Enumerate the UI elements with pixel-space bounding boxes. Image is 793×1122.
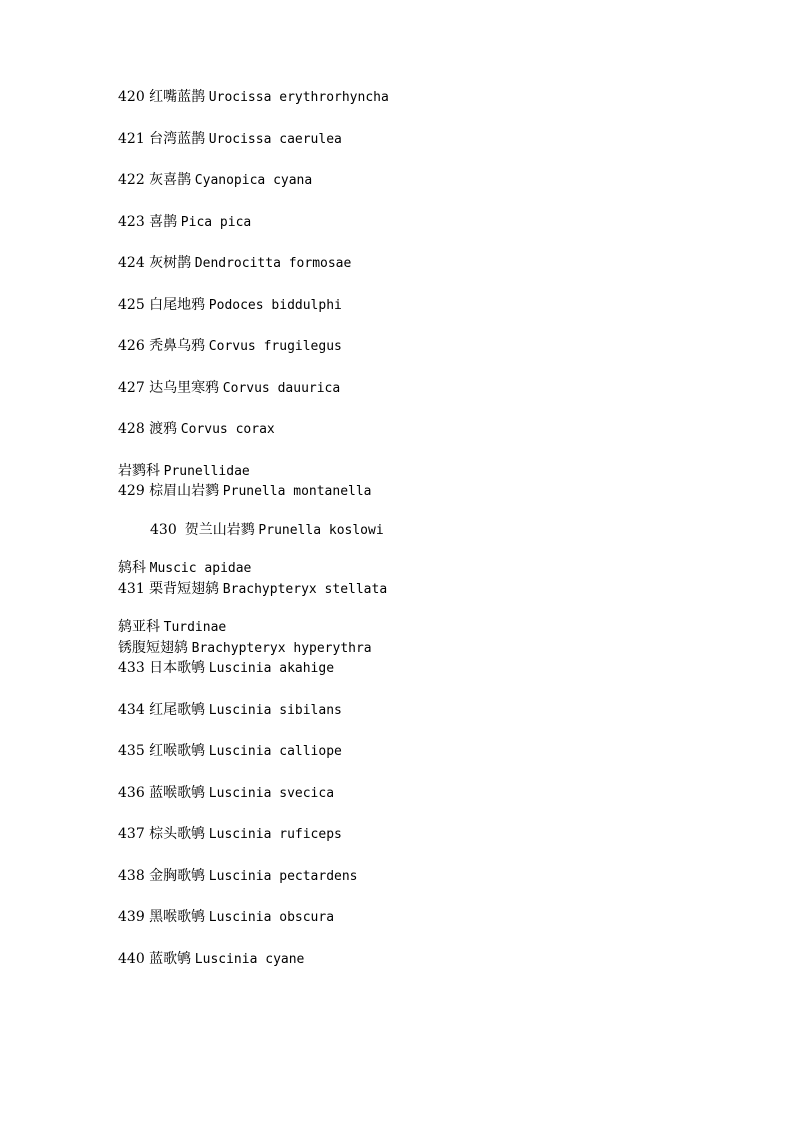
entry-latin-name: Pica pica bbox=[180, 214, 252, 230]
entry-latin-name: Luscinia pectardens bbox=[208, 868, 358, 884]
entry-chinese-name: 达乌里寒鸦 bbox=[149, 379, 220, 396]
entry-latin-name: Cyanopica cyana bbox=[194, 173, 313, 188]
entry-number: 433 bbox=[118, 660, 150, 676]
entry-number: 431 bbox=[118, 580, 150, 597]
entry-number: 438 bbox=[118, 867, 150, 884]
entry-chinese-name: 锈腹短翅鸫 bbox=[118, 639, 188, 656]
family-chinese-name: 岩鹨科 bbox=[118, 462, 160, 479]
family-latin-name: Muscic apidae bbox=[149, 561, 252, 576]
entry-chinese-name: 日本歌鸲 bbox=[149, 660, 206, 676]
entry-chinese-name: 栗背短翅鸫 bbox=[149, 580, 220, 597]
entry-chinese-name: 白尾地鸦 bbox=[149, 296, 206, 313]
entry-latin-name: Urocissa erythrorhyncha bbox=[208, 90, 389, 105]
entry-latin-name: Brachypteryx hyperythra bbox=[191, 640, 372, 656]
entry-latin-name: Dendrocitta formosae bbox=[194, 256, 352, 271]
list-item bbox=[118, 952, 678, 967]
list-item bbox=[118, 90, 678, 105]
entry-latin-name: Corvus corax bbox=[180, 422, 275, 437]
subfamily-latin-name: Turdinae bbox=[163, 620, 227, 635]
entry-number: 424 bbox=[118, 255, 150, 271]
entry-latin-name: Brachypteryx stellata bbox=[222, 581, 388, 597]
entry-number: 425 bbox=[118, 296, 150, 313]
family-heading bbox=[118, 561, 678, 576]
list-item bbox=[118, 422, 678, 437]
list-item bbox=[118, 582, 678, 597]
entry-number: 426 bbox=[118, 338, 150, 354]
entry-number: 428 bbox=[118, 421, 150, 437]
entry-number: 436 bbox=[118, 784, 150, 801]
entry-chinese-name: 棕头歌鸲 bbox=[149, 826, 206, 842]
entry-chinese-name: 金胸歌鸲 bbox=[149, 867, 206, 884]
entry-number: 430 bbox=[150, 521, 182, 538]
entry-latin-name: Corvus frugilegus bbox=[208, 339, 342, 354]
entry-latin-name: Urocissa caerulea bbox=[208, 131, 342, 147]
entry-chinese-name: 灰树鹊 bbox=[149, 255, 192, 271]
list-item bbox=[118, 339, 678, 354]
entry-chinese-name: 蓝歌鸲 bbox=[149, 950, 192, 967]
entry-number: 423 bbox=[118, 213, 150, 230]
entry-chinese-name: 喜鹊 bbox=[149, 213, 178, 230]
entry-chinese-name: 蓝喉歌鸲 bbox=[149, 784, 206, 801]
entry-latin-name: Corvus dauurica bbox=[222, 380, 341, 396]
entry-chinese-name: 红嘴蓝鹊 bbox=[149, 89, 206, 105]
entry-latin-name: Luscinia ruficeps bbox=[208, 827, 342, 842]
entry-chinese-name: 红喉歌鸲 bbox=[149, 743, 206, 759]
family-heading bbox=[118, 464, 678, 479]
list-item bbox=[118, 484, 678, 499]
list-item bbox=[118, 661, 678, 676]
entry-number: 427 bbox=[118, 379, 150, 396]
entry-number: 422 bbox=[118, 172, 150, 188]
list-item bbox=[118, 215, 678, 230]
entry-chinese-name: 秃鼻乌鸦 bbox=[149, 338, 206, 354]
entry-chinese-name: 黑喉歌鸲 bbox=[149, 909, 206, 925]
list-item bbox=[118, 744, 678, 759]
entry-chinese-name: 红尾歌鸲 bbox=[149, 701, 206, 718]
entry-chinese-name: 渡鸦 bbox=[149, 421, 178, 437]
entry-number: 435 bbox=[118, 743, 150, 759]
subfamily-chinese-name: 鸫亚科 bbox=[118, 619, 160, 635]
list-item bbox=[118, 381, 678, 396]
list-item bbox=[118, 827, 678, 842]
list-item bbox=[118, 132, 678, 147]
entry-latin-name: Luscinia obscura bbox=[208, 910, 335, 925]
entry-number: 421 bbox=[118, 130, 150, 147]
list-item bbox=[118, 869, 678, 884]
entry-number: 439 bbox=[118, 909, 150, 925]
entry-number: 437 bbox=[118, 826, 150, 842]
entry-number: 429 bbox=[118, 483, 150, 499]
entry-latin-name: Luscinia cyane bbox=[194, 951, 305, 967]
entry-latin-name: Luscinia sibilans bbox=[208, 702, 342, 718]
list-item bbox=[118, 786, 678, 801]
list-item bbox=[118, 523, 678, 538]
entry-chinese-name: 台湾蓝鹊 bbox=[149, 130, 206, 147]
entry-latin-name: Luscinia svecica bbox=[208, 785, 335, 801]
list-item bbox=[118, 703, 678, 718]
list-item bbox=[118, 641, 678, 656]
list-item bbox=[118, 910, 678, 925]
entry-number: 440 bbox=[118, 950, 150, 967]
entry-number: 434 bbox=[118, 701, 150, 718]
list-item bbox=[118, 256, 678, 271]
subfamily-heading bbox=[118, 620, 678, 635]
entry-latin-name: Prunella koslowi bbox=[258, 522, 384, 538]
list-item bbox=[118, 173, 678, 188]
entry-chinese-name: 贺兰山岩鹨 bbox=[184, 521, 255, 538]
entry-latin-name: Prunella montanella bbox=[222, 484, 372, 499]
entry-latin-name: Podoces biddulphi bbox=[208, 297, 342, 313]
entry-chinese-name: 灰喜鹊 bbox=[149, 172, 192, 188]
family-latin-name: Prunellidae bbox=[163, 463, 250, 479]
list-item bbox=[118, 298, 678, 313]
entry-chinese-name: 棕眉山岩鹨 bbox=[149, 483, 220, 499]
entry-latin-name: Luscinia akahige bbox=[208, 661, 335, 676]
species-list bbox=[118, 90, 678, 993]
entry-latin-name: Luscinia calliope bbox=[208, 744, 342, 759]
entry-number: 420 bbox=[118, 89, 150, 105]
family-chinese-name: 鸫科 bbox=[118, 560, 146, 576]
